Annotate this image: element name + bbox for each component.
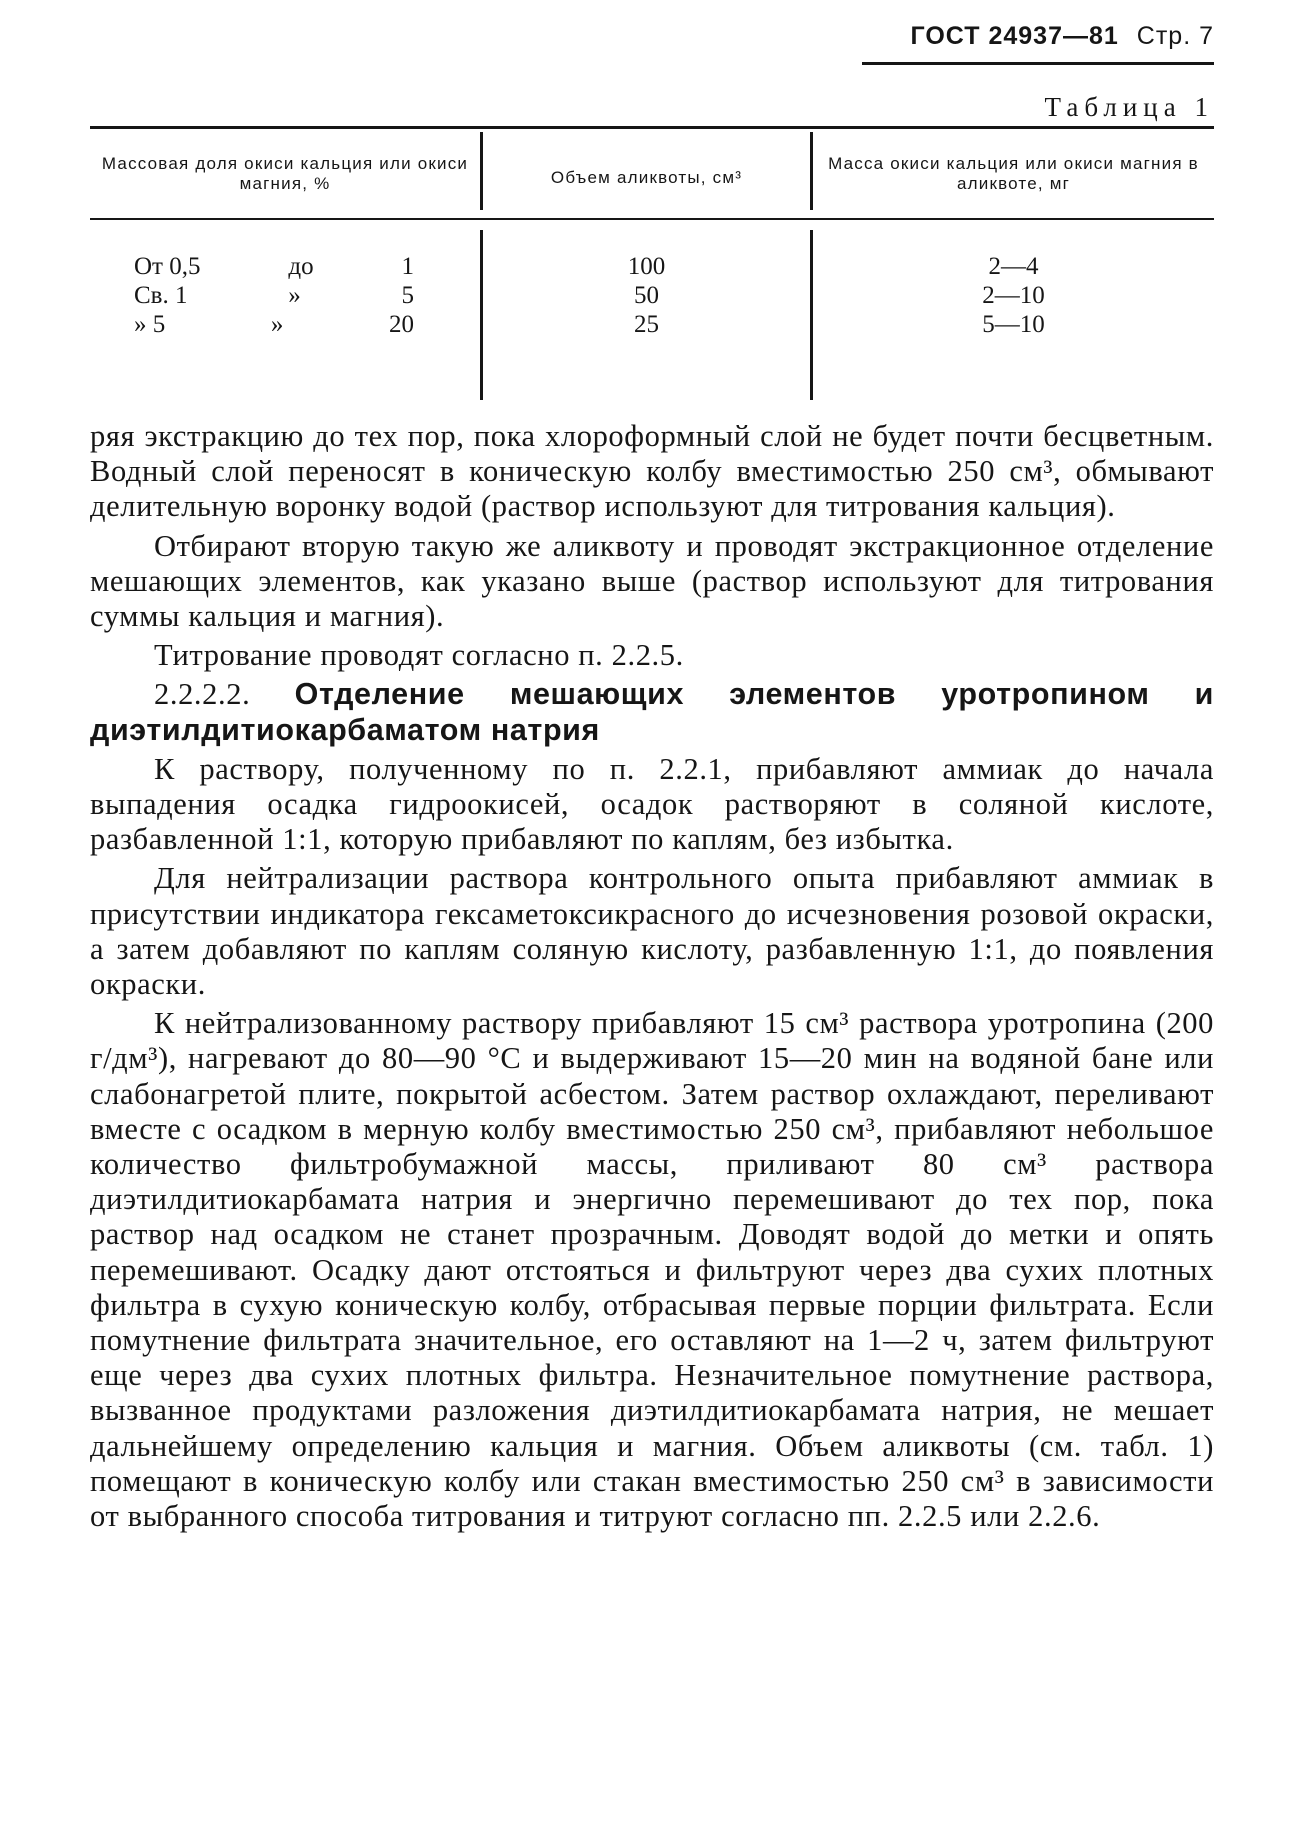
range-to: 20 xyxy=(389,311,414,338)
table-row xyxy=(134,252,414,281)
paragraph: К нейтрализованному раствору прибавляют 15 см³ раствора уротропина (200 г/дм³), нагревают до 80—90 °С и выдерживают 15—20 мин на водяной бане или слабонагретой плите, покрытой асбестом. Затем раствор охлаждают, переливают вместе с осадком в мерную колбу вместимостью 250 см³, прибавляют небольшое количество фильтробумажной массы, приливают 80 см³ раствора диэтилдитиокарбамата натрия и энергично перемешивают до тех пор, пока раствор над осадком не станет прозрачным. Доводят водой до метки и опять перемешивают. Осадку дают отстояться и фильтруют через два сухих плотных фильтра в сухую коническую колбу, отбрасывая первые порции фильтрата. Если помутнение фильтрата значительное, его оставляют на 1—2 ч, затем фильтруют еще через два сухих плотных фильтра. Незначительное помутнение раствора, вызванное продуктами разложения диэтилдитиокарбамата натрия, не мешает дальнейшему определению кальция и магния. Объем аликвоты (см. табл. 1) помещают в коническую колбу или стакан вместимостью 250 см³ в зависимости от выбранного способа титрования и титруют согласно пп. 2.2.5 или 2.2.6. xyxy=(90,1006,1214,1534)
table-row xyxy=(134,310,414,339)
table-cell: 5—10 xyxy=(982,311,1045,338)
column-header-oxide-mass: Масса окиси кальция или окиси магния в аликвоте, мг xyxy=(828,154,1199,193)
range-from: » 5 xyxy=(134,311,166,338)
range-to: 5 xyxy=(401,282,414,309)
column-header-mass-fraction: Массовая доля окиси кальция или окиси магния, % xyxy=(101,154,469,193)
table-cell: 2—4 xyxy=(988,253,1039,280)
table-cell: 50 xyxy=(634,282,659,309)
section-number: 2.2.2.2. xyxy=(154,677,251,712)
column-header-aliquot-volume: Объем аликвоты, см³ xyxy=(550,168,743,187)
running-head xyxy=(862,22,1214,51)
paragraph: Титрование проводят согласно п. 2.2.5. xyxy=(154,638,684,673)
column-mass-fraction xyxy=(134,252,414,339)
range-sep: » xyxy=(288,282,301,309)
range-sep: » xyxy=(270,311,284,338)
section-title: Отделение мешающих элементов уротропином и диэтилдитиокарбаматом натрия xyxy=(90,677,1214,747)
paragraph: Отбирают вторую такую же аликвоту и проводят экстракционное отделение мешающих элементов, как указано выше (раствор используют для титрования суммы кальция и магния). xyxy=(90,528,1214,634)
data-table xyxy=(90,126,1214,404)
table-header-rule xyxy=(90,218,1214,220)
standard-number: ГОСТ 24937—81 xyxy=(910,22,1119,50)
range-to: 1 xyxy=(401,253,414,280)
paragraph: ряя экстракцию до тех пор, пока хлороформный слой не будет почти бесцветным. Водный слой переносят в коническую колбу вместимостью 250 см³, обмывают делительную воронку водой (раствор используют для титрования кальция). xyxy=(90,419,1214,524)
table-top-rule xyxy=(90,126,1214,129)
section-heading xyxy=(90,677,1214,747)
table-cell: 100 xyxy=(627,253,666,280)
table-cell: 2—10 xyxy=(982,282,1045,309)
range-from: От 0,5 xyxy=(134,253,201,280)
table-row xyxy=(134,281,414,310)
header-rule xyxy=(862,62,1214,65)
range-sep: до xyxy=(288,253,314,280)
page-number: Стр. 7 xyxy=(1136,22,1214,50)
table-caption: Таблица 1 xyxy=(1044,92,1214,122)
paragraph: К раствору, полученному по п. 2.2.1, прибавляют аммиак до начала выпадения осадка гидроокисей, осадок растворяют в соляной кислоте, разбавленной 1:1, которую прибавляют по каплям, без избытка. xyxy=(90,751,1214,857)
column-oxide-mass xyxy=(813,252,1214,339)
table-cell: 25 xyxy=(634,311,659,338)
paragraph: Для нейтрализации раствора контрольного опыта прибавляют аммиак в присутствии индикатора гексаметоксикрасного до исчезновения розовой окраски, а затем добавляют по каплям соляную кислоту, разбавленную 1:1, до появления окраски. xyxy=(90,861,1214,1002)
range-from: Св. 1 xyxy=(134,282,188,309)
column-aliquot-volume xyxy=(483,252,810,339)
body-text xyxy=(90,419,1214,1538)
